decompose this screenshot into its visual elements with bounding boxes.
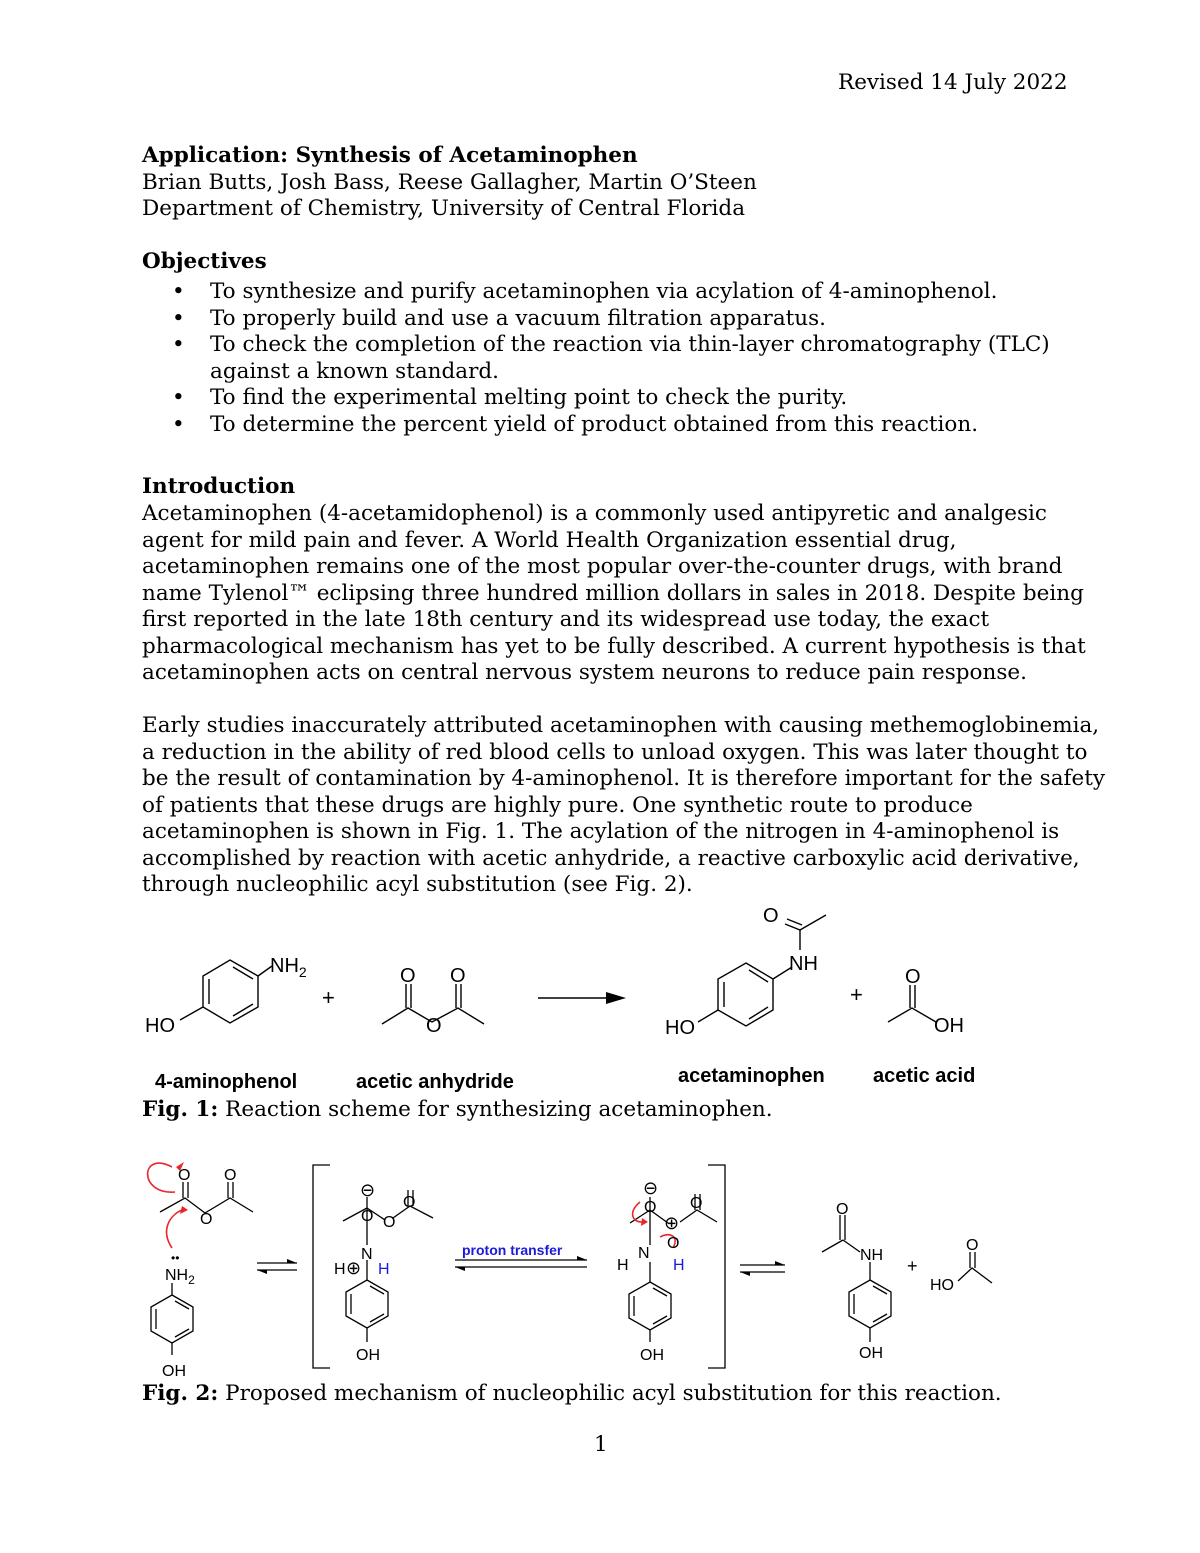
oh-label: OH xyxy=(162,1363,186,1380)
nh2-label: $NH_2$ xyxy=(270,955,307,980)
paragraph-line: accomplished by reaction with acetic anhydride, a reactive carboxylic acid derivative, xyxy=(142,845,1080,871)
paragraph-line: Acetaminophen (4-acetamidophenol) is a commonly used antipyretic and analgesic xyxy=(142,501,1047,526)
n-label: N xyxy=(638,1245,650,1262)
negative-charge: ⊖ xyxy=(643,1178,659,1198)
figure-1-caption xyxy=(142,1097,773,1124)
h-label: H xyxy=(334,1261,346,1278)
paragraph-line: of patients that these drugs are highly pure. One synthetic route to produce xyxy=(142,792,973,818)
o-label: O xyxy=(400,965,416,987)
o-label: O xyxy=(690,1195,703,1212)
paragraph-line: Early studies inaccurately attributed acetaminophen with causing methemoglobinemia, xyxy=(142,713,1100,738)
oh-label: OH xyxy=(859,1345,883,1362)
plus-sign: + xyxy=(322,985,335,1010)
paragraph-line: through nucleophilic acyl substitution (see Fig. 2). xyxy=(142,872,693,897)
o-label: O xyxy=(224,1167,237,1184)
caption-label: Fig. 1: xyxy=(142,1097,219,1122)
o-label: O xyxy=(644,1199,657,1216)
o-label: O xyxy=(403,1194,416,1211)
paragraph-line: a reduction in the ability of red blood cells to unload oxygen. This was later thought to xyxy=(142,739,1088,765)
arrowhead-shape xyxy=(606,992,626,1004)
nh-label: NH xyxy=(789,953,818,975)
benzene-ring-shape xyxy=(151,1295,193,1343)
page-number: 1 xyxy=(594,1432,608,1457)
benzene-ring-shape xyxy=(629,1282,671,1330)
o-label: O xyxy=(667,1235,680,1252)
revision-date: Revised 14 July 2022 xyxy=(838,70,1068,95)
affiliation: Department of Chemistry, University of Central Florida xyxy=(142,196,746,221)
benzene-ring-shape xyxy=(718,963,773,1026)
lone-pair-dots: •• xyxy=(171,1251,180,1265)
introduction-heading: Introduction xyxy=(142,474,296,499)
authors: Brian Butts, Josh Bass, Reese Gallagher, Martin O’Steen xyxy=(142,169,757,195)
ho-label: HO xyxy=(930,1277,954,1294)
o-label: O xyxy=(966,1237,979,1254)
objectives-list xyxy=(172,279,1072,438)
figure-2-caption xyxy=(142,1381,1002,1408)
ho-label: HO xyxy=(145,1015,175,1037)
o-label: O xyxy=(200,1211,213,1228)
o-label: O xyxy=(361,1208,374,1225)
proton-transfer-label: proton transfer xyxy=(462,1242,563,1258)
h-label: H xyxy=(617,1257,629,1274)
intro-paragraph-2 xyxy=(142,713,1105,899)
benzene-ring-shape xyxy=(849,1280,891,1328)
benzene-ring-shape xyxy=(203,960,258,1023)
paragraph-line: acetaminophen acts on central nervous system neurons to reduce pain response. xyxy=(142,660,1027,685)
objective-item: • To check the completion of the reaction via thin-layer chromatography (TLC) xyxy=(172,332,1072,359)
benzene-ring-shape xyxy=(346,1280,388,1328)
h-label-blue: H xyxy=(378,1261,390,1278)
objective-item-continuation xyxy=(172,359,1072,386)
o-label: O xyxy=(450,965,466,987)
caption-label: Fig. 2: xyxy=(142,1381,219,1406)
h-label-blue: H xyxy=(673,1257,685,1274)
compound-name: acetic anhydride xyxy=(356,1071,514,1093)
o-label: O xyxy=(836,1201,849,1218)
oh-label: OH xyxy=(934,1015,964,1037)
positive-charge: ⊕ xyxy=(664,1213,680,1233)
nh2-label: $NH_2$ xyxy=(165,1267,195,1287)
nh-label: NH xyxy=(860,1247,884,1264)
caption-text: Proposed mechanism of nucleophilic acyl substitution for this reaction. xyxy=(218,1381,1002,1406)
paragraph-line: pharmacological mechanism has yet to be fully described. A current hypothesis is that xyxy=(142,633,1086,659)
positive-charge: ⊕ xyxy=(346,1258,362,1278)
figure-2-mechanism xyxy=(0,1140,1200,1380)
intro-paragraph-1 xyxy=(142,501,1086,687)
document-title: Application: Synthesis of Acetaminophen xyxy=(142,143,638,168)
ho-label: HO xyxy=(665,1017,695,1039)
objective-item: • To synthesize and purify acetaminophen via acylation of 4-aminophenol. xyxy=(172,279,1072,306)
title-block xyxy=(142,143,757,223)
figure-1-reaction-scheme xyxy=(0,895,1200,1095)
paragraph-line: acetaminophen remains one of the most popular over-the-counter drugs, with brand xyxy=(142,554,1063,579)
objective-item: • To properly build and use a vacuum filtration apparatus. xyxy=(172,306,1072,333)
paragraph-line: name Tylenol™ eclipsing three hundred million dollars in sales in 2018. Despite being xyxy=(142,580,1084,606)
n-label: N xyxy=(361,1246,373,1263)
o-label: O xyxy=(426,1015,442,1037)
objective-continuation-text: against a known standard. xyxy=(210,358,499,384)
plus-sign: + xyxy=(907,1256,918,1276)
o-label: O xyxy=(905,966,921,988)
paragraph-line: first reported in the late 18th century and its widespread use today, the exact xyxy=(142,607,990,632)
paragraph-line: acetaminophen is shown in Fig. 1. The acylation of the nitrogen in 4-aminophenol is xyxy=(142,819,1060,844)
o-label: O xyxy=(383,1214,396,1231)
compound-name: 4-aminophenol xyxy=(155,1071,298,1093)
objective-item: • To find the experimental melting point to check the purity. xyxy=(172,385,1072,412)
paragraph-line: agent for mild pain and fever. A World Health Organization essential drug, xyxy=(142,527,957,553)
oh-label: OH xyxy=(356,1347,380,1364)
compound-name: acetic acid xyxy=(873,1065,976,1087)
oh-label: OH xyxy=(640,1347,664,1364)
plus-sign: + xyxy=(850,982,863,1007)
objectives-heading: Objectives xyxy=(142,249,267,274)
compound-name: acetaminophen xyxy=(678,1065,825,1087)
objective-item: • To determine the percent yield of product obtained from this reaction. xyxy=(172,412,1072,439)
paragraph-line: be the result of contamination by 4-aminophenol. It is therefore important for the safety xyxy=(142,766,1105,791)
negative-charge: ⊖ xyxy=(360,1180,376,1200)
o-label: O xyxy=(178,1167,191,1184)
caption-text: Reaction scheme for synthesizing acetaminophen. xyxy=(218,1097,773,1122)
o-label: O xyxy=(763,905,779,927)
